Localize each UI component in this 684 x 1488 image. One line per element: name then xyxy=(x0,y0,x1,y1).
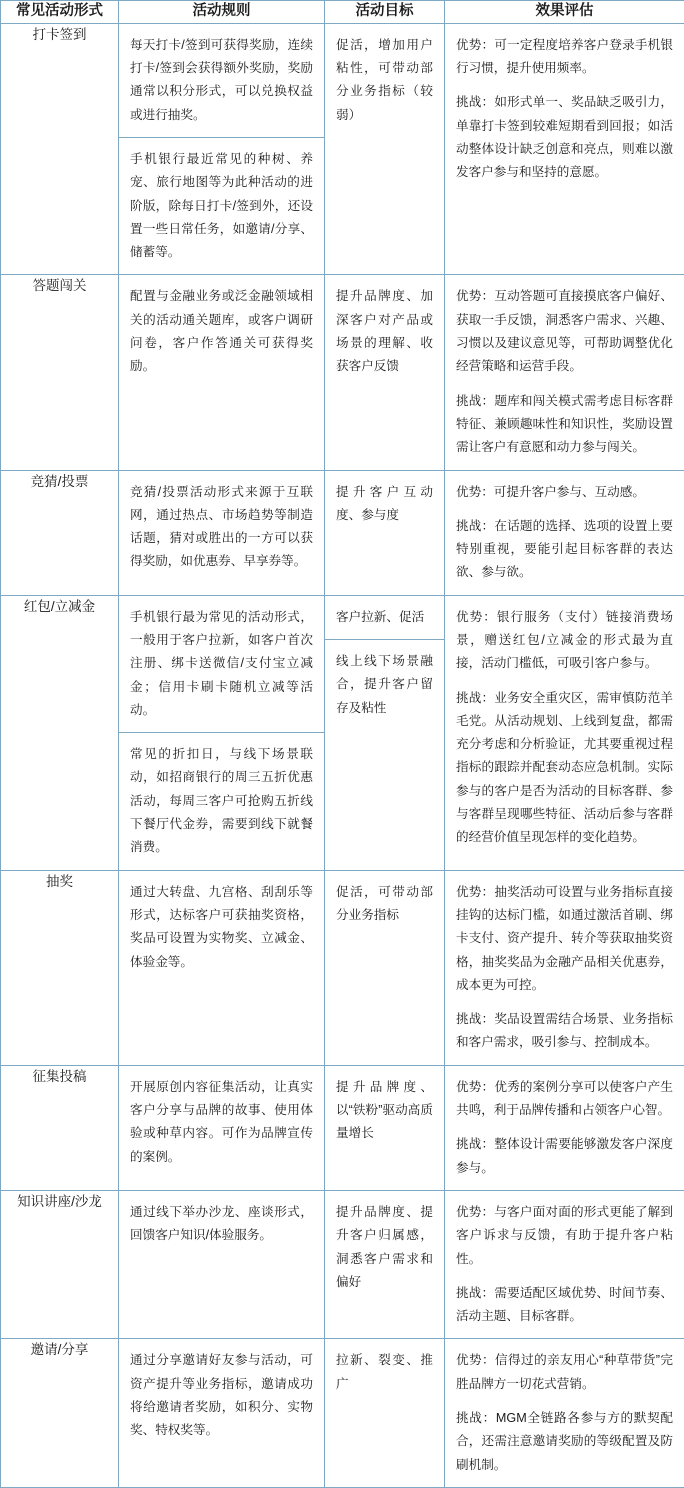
row-goal xyxy=(325,595,445,870)
table-header xyxy=(1,1,684,24)
eval-advantage: 优势：可提升客户参与、互动感。 xyxy=(456,481,673,504)
eval-challenge: 挑战：题库和闯关模式需考虑目标客群特征、兼顾趣味性和知识性，奖励设置需让客户有意愿和动力参与闯关。 xyxy=(456,390,673,460)
row-category: 抽奖 xyxy=(1,870,119,1065)
row-goal xyxy=(325,870,445,1065)
row-goal xyxy=(325,1190,445,1338)
goal-text: 提升品牌度、提升客户归属感，洞悉客户需求和偏好 xyxy=(325,1191,444,1304)
eval-challenge: 挑战：整体设计需要能够激发客户深度参与。 xyxy=(456,1133,673,1180)
eval-block xyxy=(445,1191,684,1338)
row-category: 征集投稿 xyxy=(1,1065,119,1190)
row-goal xyxy=(325,470,445,595)
header-cell-eval: 效果评估 xyxy=(445,1,684,24)
eval-block xyxy=(445,24,684,195)
header-cell-category: 常见活动形式 xyxy=(1,1,119,24)
goal-text: 促活，增加用户粘性，可带动部分业务指标（较弱） xyxy=(325,24,444,137)
eval-advantage: 优势：可一定程度培养客户登录手机银行习惯，提升使用频率。 xyxy=(456,34,673,81)
eval-block xyxy=(445,596,684,860)
eval-advantage: 优势：优秀的案例分享可以使客户产生共鸣，利于品牌传播和占领客户心智。 xyxy=(456,1076,673,1123)
row-category: 知识讲座/沙龙 xyxy=(1,1190,119,1338)
rule-text: 通过大转盘、九宫格、刮刮乐等形式，达标客户可获抽奖资格，奖品可设置为实物奖、立减金、体验金等。 xyxy=(119,871,324,984)
rule-text: 配置与金融业务或泛金融领域相关的活动通关题库，或客户调研问卷，客户作答通关可获得奖励。 xyxy=(119,275,324,388)
header-row xyxy=(1,1,684,24)
row-eval xyxy=(445,470,684,595)
rule-block xyxy=(119,733,324,869)
row-eval xyxy=(445,275,684,470)
row-rules xyxy=(119,470,325,595)
row-category: 答题闯关 xyxy=(1,275,119,470)
eval-block xyxy=(445,871,684,1065)
eval-block xyxy=(445,275,684,469)
eval-block xyxy=(445,1066,684,1190)
row-rules xyxy=(119,1065,325,1190)
goal-text: 拉新、裂变、推广 xyxy=(325,1339,444,1406)
rule-text: 常见的折扣日，与线下场景联动，如招商银行的周三五折优惠活动，每周三客户可抢购五折线下餐厅代金券，需要到线下就餐消费。 xyxy=(119,733,324,869)
goal-block xyxy=(325,596,444,640)
rule-text: 开展原创内容征集活动，让真实客户分享与品牌的故事、使用体验或种草内容。可作为品牌宣传的案例。 xyxy=(119,1066,324,1179)
goal-block xyxy=(325,640,444,730)
table-row xyxy=(1,275,684,470)
rule-block xyxy=(119,138,324,274)
table-row xyxy=(1,1190,684,1338)
rule-text: 竞猜/投票活动形式来源于互联网，通过热点、市场趋势等制造话题，猜对或胜出的一方可以获得奖励，如优惠券、早享券等。 xyxy=(119,471,324,584)
eval-block xyxy=(445,1339,684,1486)
table-body xyxy=(1,23,684,1487)
rule-text: 通过线下举办沙龙、座谈形式，回馈客户知识/体验服务。 xyxy=(119,1191,324,1258)
row-category: 打卡签到 xyxy=(1,23,119,275)
table-row xyxy=(1,470,684,595)
goal-text: 促活，可带动部分业务指标 xyxy=(325,871,444,938)
row-rules xyxy=(119,23,325,275)
eval-challenge: 挑战：MGM全链路各参与方的默契配合，还需注意邀请奖励的等级配置及防刷机制。 xyxy=(456,1407,673,1477)
row-rules xyxy=(119,275,325,470)
row-goal xyxy=(325,275,445,470)
row-eval xyxy=(445,870,684,1065)
goal-text: 客户拉新、促活 xyxy=(325,596,444,639)
goal-text: 提升品牌度、加深客户对产品或场景的理解、收获客户反馈 xyxy=(325,275,444,388)
table-row xyxy=(1,1065,684,1190)
rule-block xyxy=(119,24,324,138)
eval-challenge: 挑战：需要适配区域优势、时间节奏、活动主题、目标客群。 xyxy=(456,1282,673,1329)
row-goal xyxy=(325,23,445,275)
eval-advantage: 优势：银行服务（支付）链接消费场景，赠送红包/立减金的形式最为直接，活动门槛低，可吸引客户参与。 xyxy=(456,606,673,676)
eval-advantage: 优势：信得过的亲友用心“种草带货”完胜品牌方一切花式营销。 xyxy=(456,1349,673,1396)
table-row xyxy=(1,870,684,1065)
table-row xyxy=(1,1339,684,1487)
table-row xyxy=(1,23,684,275)
rule-text: 手机银行最近常见的种树、养宠、旅行地图等为此种活动的进阶版，除每日打卡/签到外，还设置一些日常任务，如邀请/分享、储蓄等。 xyxy=(119,138,324,274)
row-eval xyxy=(445,1190,684,1338)
goal-text: 提升客户互动度、参与度 xyxy=(325,471,444,538)
rule-text: 每天打卡/签到可获得奖励，连续打卡/签到会获得额外奖励，奖励通常以积分形式，可以兑换权益或进行抽奖。 xyxy=(119,24,324,137)
row-eval xyxy=(445,23,684,275)
rule-text: 手机银行最为常见的活动形式，一般用于客户拉新，如客户首次注册、绑卡送微信/支付宝立减金；信用卡刷卡随机立减等活动。 xyxy=(119,596,324,732)
eval-challenge: 挑战：奖品设置需结合场景、业务指标和客户需求，吸引参与、控制成本。 xyxy=(456,1008,673,1055)
eval-challenge: 挑战：如形式单一、奖品缺乏吸引力，单靠打卡签到较难短期看到回报；如活动整体设计缺乏创意和亮点，则难以激发客户参与和坚持的意愿。 xyxy=(456,91,673,184)
row-rules xyxy=(119,870,325,1065)
eval-advantage: 优势：与客户面对面的形式更能了解到客户诉求与反馈，有助于提升客户粘性。 xyxy=(456,1201,673,1271)
row-eval xyxy=(445,1065,684,1190)
eval-advantage: 优势：抽奖活动可设置与业务指标直接挂钩的达标门槛，如通过激活首刷、绑卡支付、资产提升、转介等获取抽奖资格，抽奖奖品为金融产品相关优惠券，成本更为可控。 xyxy=(456,881,673,997)
rule-text: 通过分享邀请好友参与活动，可资产提升等业务指标，邀请成功将给邀请者奖励，如积分、实物奖、特权奖等。 xyxy=(119,1339,324,1452)
eval-advantage: 优势：互动答题可直接摸底客户偏好、获取一手反馈，洞悉客户需求、兴趣、习惯以及建议意见等，可帮助调整优化经营策略和运营手段。 xyxy=(456,285,673,378)
row-eval xyxy=(445,1339,684,1487)
row-category: 红包/立减金 xyxy=(1,595,119,870)
row-rules xyxy=(119,595,325,870)
row-goal xyxy=(325,1339,445,1487)
row-goal xyxy=(325,1065,445,1190)
eval-challenge: 挑战：在话题的选择、选项的设置上要特别重视，要能引起目标客群的表达欲、参与欲。 xyxy=(456,515,673,585)
row-rules xyxy=(119,1339,325,1487)
row-rules xyxy=(119,1190,325,1338)
row-category: 竞猜/投票 xyxy=(1,470,119,595)
table-row xyxy=(1,595,684,870)
header-cell-rules: 活动规则 xyxy=(119,1,325,24)
row-category: 邀请/分享 xyxy=(1,1339,119,1487)
eval-block xyxy=(445,471,684,595)
goal-text: 提升品牌度、以“铁粉”驱动高质量增长 xyxy=(325,1066,444,1156)
eval-challenge: 挑战：业务安全重灾区，需审慎防范羊毛党。从活动规划、上线到复盘，都需充分考虑和分析验证，尤其要重视过程指标的跟踪并配套动态应急机制。实际参与的客户是否为活动的目标客群、参与客群呈现哪些特征、活动后参与客群的经营价值呈现怎样的变化趋势。 xyxy=(456,687,673,850)
rule-block xyxy=(119,596,324,733)
goal-text: 线上线下场景融合，提升客户留存及粘性 xyxy=(325,640,444,730)
row-eval xyxy=(445,595,684,870)
header-cell-goal: 活动目标 xyxy=(325,1,445,24)
